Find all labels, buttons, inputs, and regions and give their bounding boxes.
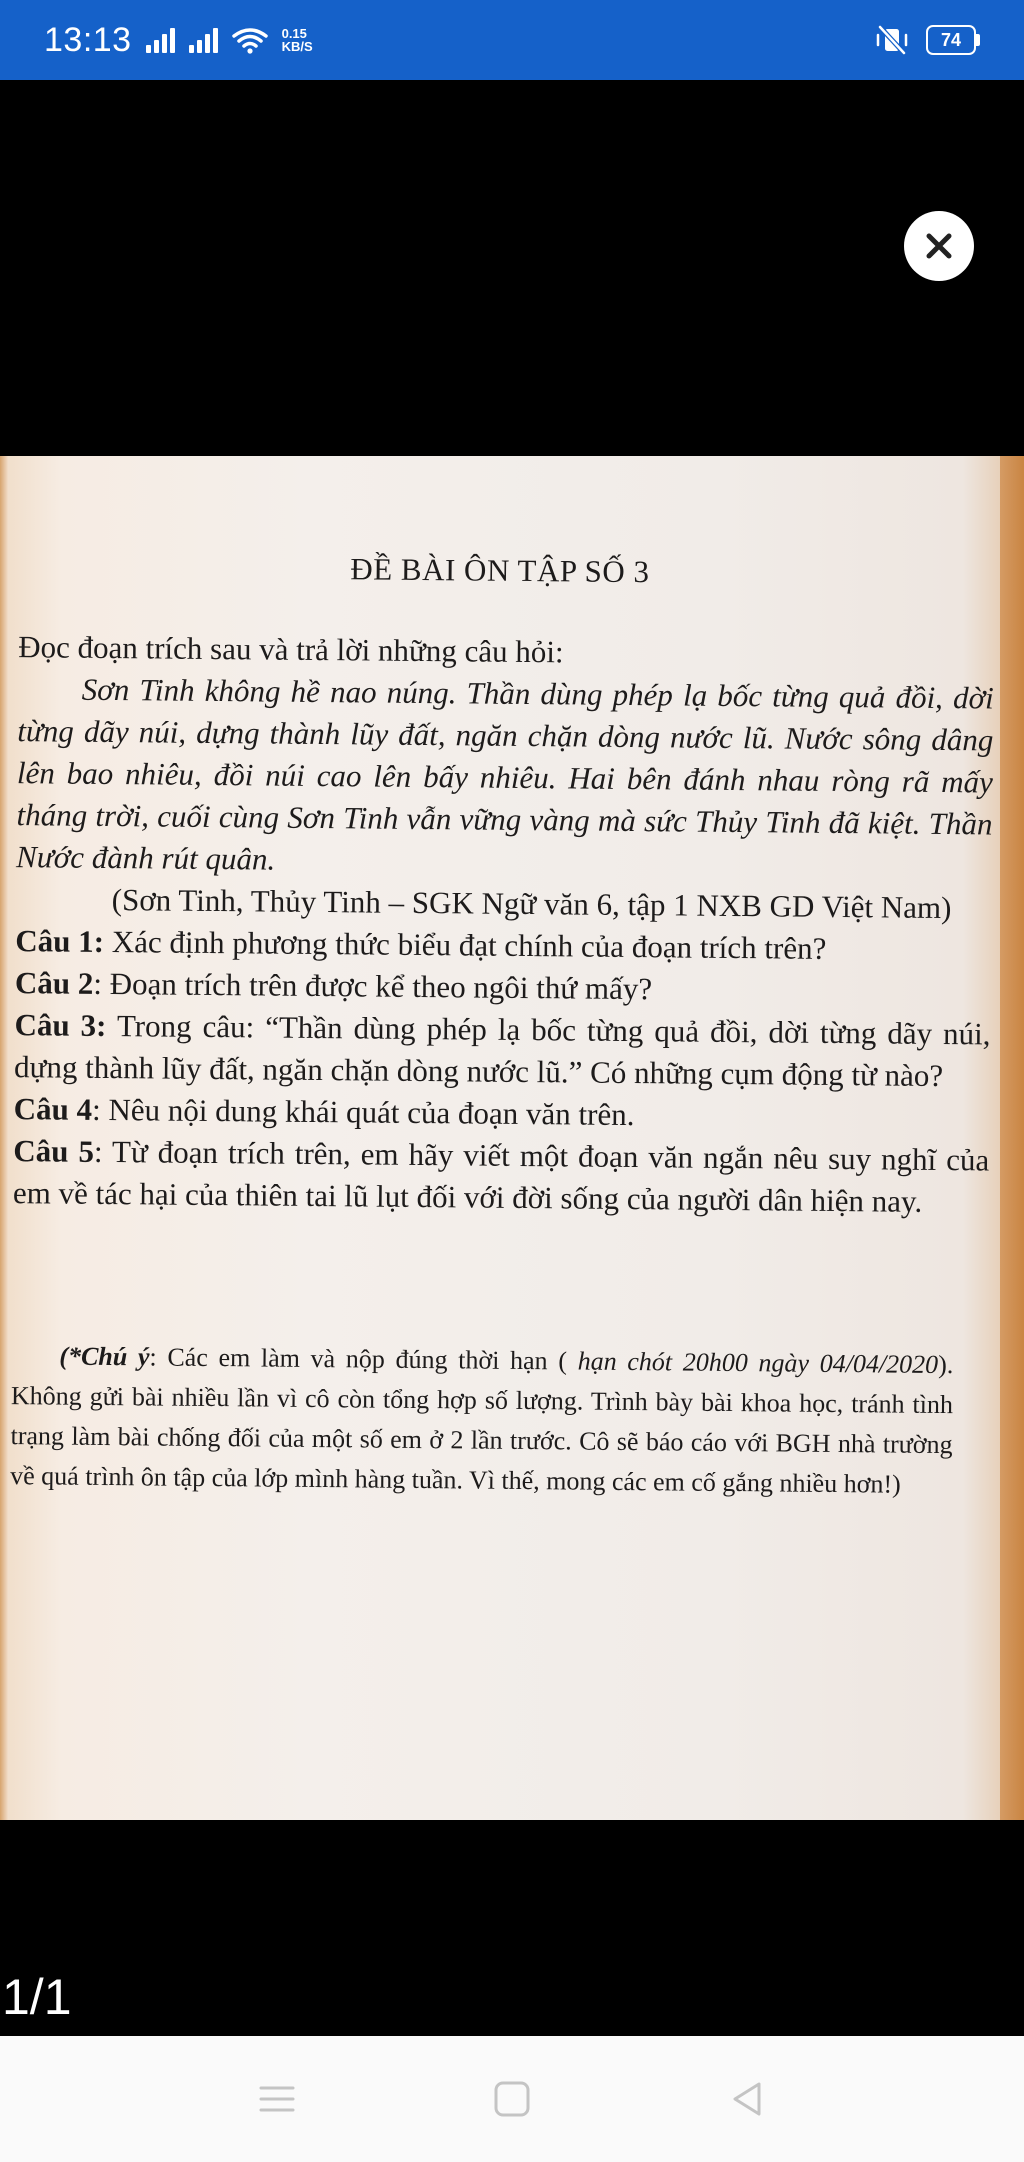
excerpt-text: Sơn Tinh không hề nao núng. Thần dùng phép lạ bốc từng quả đồi, dời từng dãy núi, dựng thành lũy đất, ngăn chặn dòng nước lũ. Nước sông dâng lên bao nhiêu, đồi núi cao lên bấy nhiêu. Hai bên đánh nhau ròng rã mấy tháng trời, cuối cùng Sơn Tinh vẫn vững vàng mà sức Thủy Tinh đã kiệt. Thần Nước đành rút quân. [15,671,994,877]
question-text: Xác định phương thức biểu đạt chính của đoạn trích trên? [103,923,827,966]
question-label: Câu 5 [13,1133,95,1169]
document-photo[interactable] [0,456,1024,1820]
back-triangle-icon [727,2079,767,2119]
note-deadline: hạn chót 20h00 ngày 04/04/2020 [577,1346,939,1379]
image-viewer [0,80,1024,2036]
status-time: 13:13 [44,20,132,59]
question-text: : Đoạn trích trên được kể theo ngôi thứ mấy? [93,965,653,1007]
recent-apps-button[interactable] [247,2069,307,2129]
status-left [44,21,313,60]
vibrate-mute-icon [872,25,912,55]
network-speed-value: 0.15 [281,26,307,41]
question-3 [14,1004,991,1097]
source-citation: (Sơn Tinh, Thủy Tinh – SGK Ngữ văn 6, tập 1 NXB GD Việt Nam) [111,882,952,926]
navigation-bar [0,2036,1024,2162]
question-text: Trong câu: “Thần dùng phép lạ bốc từng quả đồi, dời từng dãy núi, dựng thành lũy đất, ngăn chặn dòng nước lũ.” Có những cụm động từ nào? [13,1007,991,1094]
back-button[interactable] [717,2069,777,2129]
table-edge-right [1000,456,1024,1820]
instruction-text: Đọc đoạn trích sau và trả lời những câu hỏi: [18,629,564,670]
question-text: : Từ đoạn trích trên, em hãy viết một đoạn văn ngắn nêu suy nghĩ của em về tác hại của thiên tai lũ lụt đối với đời sống của người dân hiện nay. [12,1133,990,1219]
signal-icon [146,27,175,53]
question-label: Câu 3: [14,1007,107,1043]
battery-icon [926,25,980,55]
home-button[interactable] [482,2069,542,2129]
document-paper [0,456,994,1820]
network-speed [282,27,313,53]
question-label: Câu 2 [14,965,94,1001]
close-icon [923,230,955,262]
network-speed-unit: KB/S [281,39,313,54]
battery-level: 74 [926,25,976,55]
question-5 [13,1130,990,1223]
document-title: ĐỀ BÀI ÔN TẬP SỐ 3 [350,551,650,590]
status-bar [0,0,1024,80]
note-text-2: ). Không gửi bài nhiều lần vì cô còn tổng hợp số lượng. Trình bày bài khoa học, tránh tình trạng làm bài chống đối của một số em ở 2 lần trước. Cô sẽ báo cáo với BGH nhà trường về quá trình ôn tập của lớp mình hàng tuần. Vì thế, mong các em cố gắng nhiều hơn!) [10,1349,954,1499]
signal-icon [189,27,218,53]
document-body [13,626,995,1223]
note-label: (*Chú ý [59,1341,150,1372]
question-label: Câu 4 [13,1091,93,1127]
wifi-icon [232,26,268,54]
question-text: : Nêu nội dung khái quát của đoạn văn trên. [91,1091,635,1133]
question-label: Câu 1: [15,923,105,959]
menu-icon [257,2079,297,2119]
home-square-icon [492,2079,532,2119]
close-button[interactable] [904,211,974,281]
note-paragraph [10,1336,953,1505]
page-counter: 1/1 [2,1969,72,2025]
status-right [872,25,980,55]
note-text-1: : Các em làm và nộp đúng thời hạn ( [149,1342,578,1376]
